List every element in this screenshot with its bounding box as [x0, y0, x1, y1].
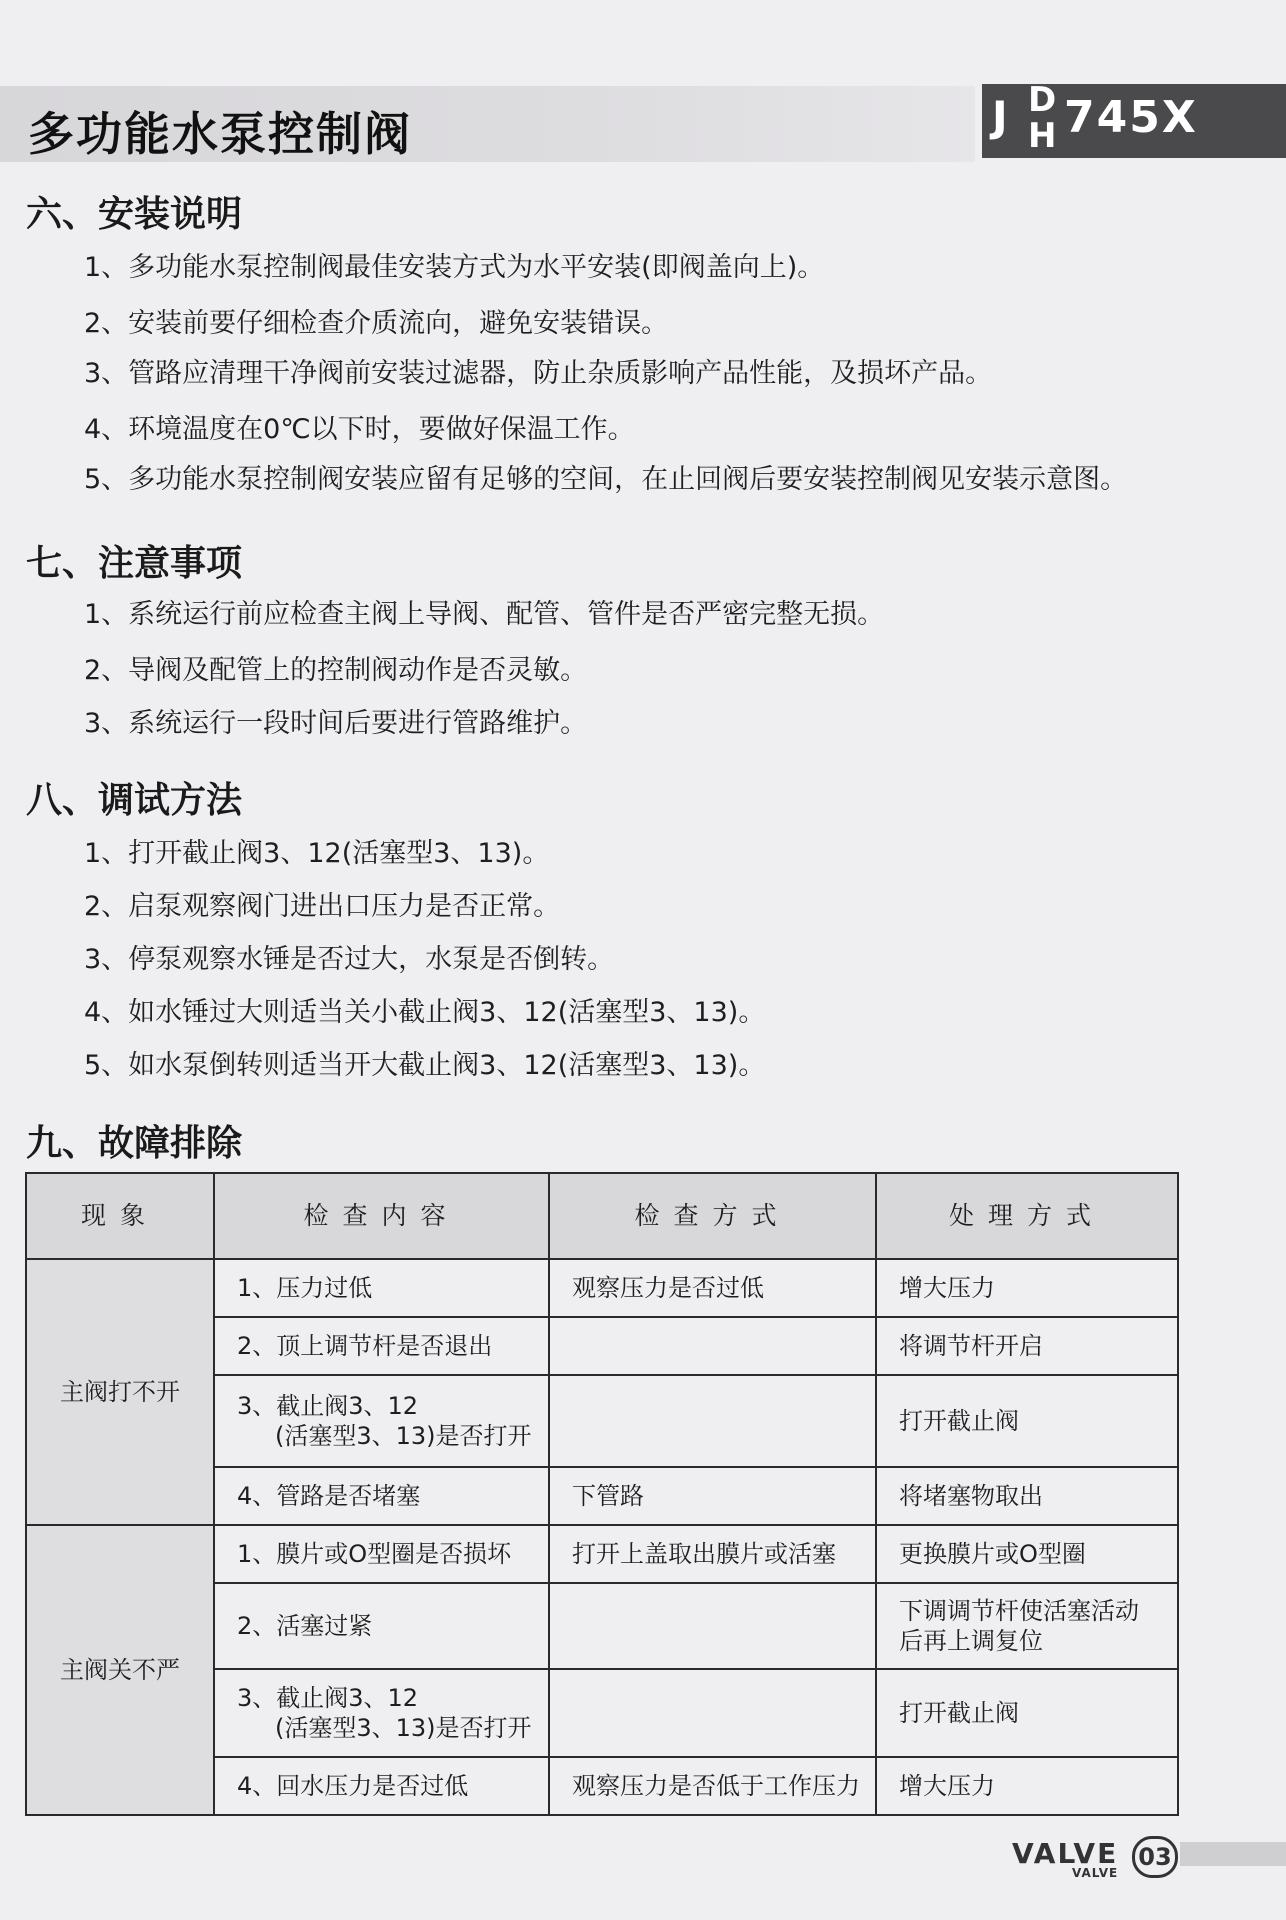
section-title-troubleshoot: 九、故障排除 [26, 1123, 243, 1164]
method-cell [549, 1669, 876, 1757]
footer-brand: VALVE [1012, 1837, 1119, 1870]
check-line-1: 3、截止阀3、12 [237, 1392, 419, 1420]
check-cell: 1、压力过低 [214, 1259, 549, 1317]
method-cell: 打开上盖取出膜片或活塞 [549, 1525, 876, 1583]
header-check-content: 检查内容 [214, 1173, 549, 1259]
list-item: 2、安装前要仔细检查介质流向，避免安装错误。 [84, 308, 669, 339]
list-item: 4、如水锤过大则适当关小截止阀3、12(活塞型3、13)。 [84, 997, 766, 1028]
check-line-2: (活塞型3、13)是否打开 [275, 1714, 532, 1742]
list-item: 4、环境温度在0℃以下时，要做好保温工作。 [84, 414, 635, 445]
list-item: 1、多功能水泵控制阀最佳安装方式为水平安装(即阀盖向上)。 [84, 252, 825, 283]
table-header-row [26, 1173, 1178, 1259]
fix-cell: 将堵塞物取出 [876, 1467, 1178, 1525]
fix-cell: 增大压力 [876, 1757, 1178, 1815]
table-row [26, 1525, 1178, 1583]
page-title: 多功能水泵控制阀 [28, 107, 412, 161]
header-check-method: 检查方式 [549, 1173, 876, 1259]
model-letter-h: H [1028, 116, 1057, 156]
method-cell [549, 1583, 876, 1669]
model-letter-j: J [992, 92, 1008, 141]
phenomenon-cell: 主阀关不严 [26, 1525, 214, 1815]
footer-brand-small: VALVE [1072, 1866, 1119, 1880]
check-cell: 2、顶上调节杆是否退出 [214, 1317, 549, 1375]
list-item: 5、如水泵倒转则适当开大截止阀3、12(活塞型3、13)。 [84, 1050, 766, 1081]
list-item: 2、导阀及配管上的控制阀动作是否灵敏。 [84, 655, 588, 686]
troubleshooting-table [25, 1172, 1179, 1816]
model-number: 745X [1064, 92, 1198, 143]
check-cell: 4、回水压力是否过低 [214, 1757, 549, 1815]
fix-cell: 更换膜片或O型圈 [876, 1525, 1178, 1583]
list-item: 3、管路应清理干净阀前安装过滤器，防止杂质影响产品性能，及损坏产品。 [84, 358, 993, 389]
section-title-debug: 八、调试方法 [26, 780, 243, 821]
fix-cell: 增大压力 [876, 1259, 1178, 1317]
list-item: 1、系统运行前应检查主阀上导阀、配管、管件是否严密完整无损。 [84, 599, 885, 630]
check-cell: 2、活塞过紧 [214, 1583, 549, 1669]
section-title-install: 六、安装说明 [26, 194, 243, 235]
method-cell [549, 1317, 876, 1375]
check-cell [214, 1375, 549, 1467]
fix-line-2: 后再上调复位 [899, 1627, 1043, 1655]
fix-cell: 将调节杆开启 [876, 1317, 1178, 1375]
fix-cell [876, 1583, 1178, 1669]
header-fix-method: 处理方式 [876, 1173, 1178, 1259]
method-cell: 观察压力是否过低 [549, 1259, 876, 1317]
table-row [26, 1259, 1178, 1317]
check-cell: 4、管路是否堵塞 [214, 1467, 549, 1525]
phenomenon-cell: 主阀打不开 [26, 1259, 214, 1525]
method-cell: 观察压力是否低于工作压力 [549, 1757, 876, 1815]
fix-cell: 打开截止阀 [876, 1669, 1178, 1757]
method-cell: 下管路 [549, 1467, 876, 1525]
list-item: 2、启泵观察阀门进出口压力是否正常。 [84, 891, 561, 922]
page-number: 03 [1132, 1836, 1178, 1878]
list-item: 3、停泵观察水锤是否过大，水泵是否倒转。 [84, 944, 615, 975]
method-cell [549, 1375, 876, 1467]
list-item: 5、多功能水泵控制阀安装应留有足够的空间，在止回阀后要安装控制阀见安装示意图。 [84, 464, 1128, 495]
model-letter-d: D [1028, 80, 1057, 120]
list-item: 3、系统运行一段时间后要进行管路维护。 [84, 708, 588, 739]
check-cell: 1、膜片或O型圈是否损坏 [214, 1525, 549, 1583]
check-line-1: 3、截止阀3、12 [237, 1684, 419, 1712]
section-title-notes: 七、注意事项 [26, 543, 243, 584]
fix-cell: 打开截止阀 [876, 1375, 1178, 1467]
check-line-2: (活塞型3、13)是否打开 [275, 1422, 532, 1450]
list-item: 1、打开截止阀3、12(活塞型3、13)。 [84, 838, 550, 869]
fix-line-1: 下调调节杆使活塞活动 [899, 1597, 1139, 1625]
footer-band [1180, 1842, 1286, 1866]
check-cell [214, 1669, 549, 1757]
header-phenomenon: 现象 [26, 1173, 214, 1259]
